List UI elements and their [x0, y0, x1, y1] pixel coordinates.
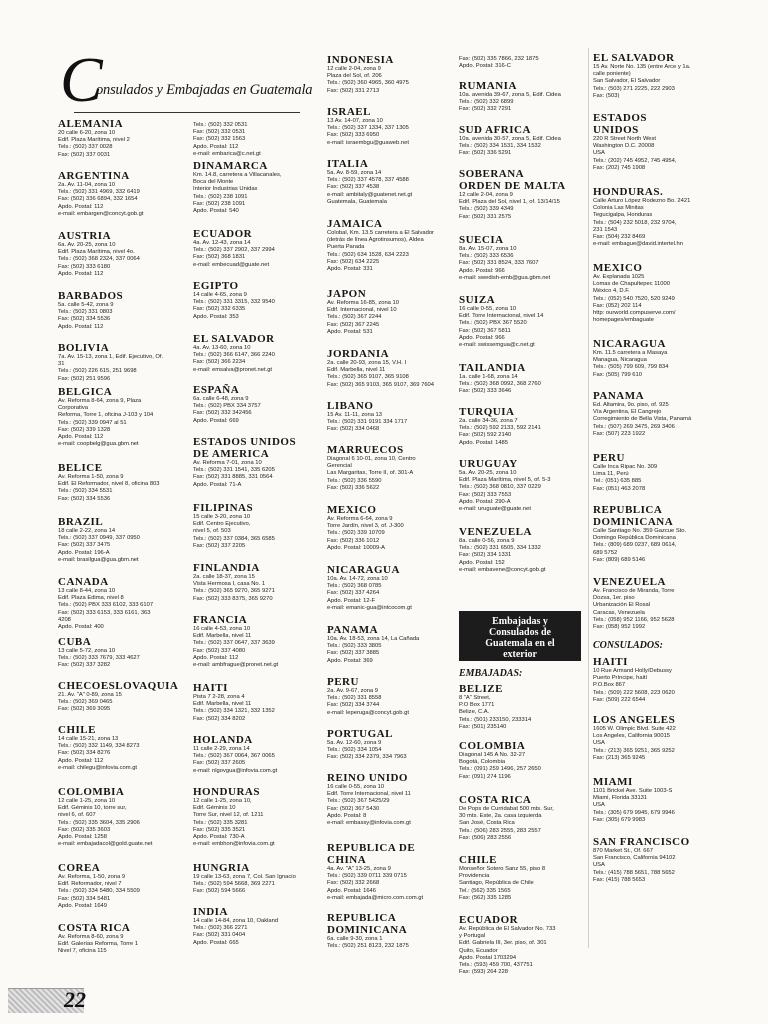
entry-address-details: 220 R Street North West Washington D.C. 20008 USA Tels.: (202) 745 4952, 745 4954, Fax: (202) 745 1908	[593, 136, 677, 171]
directory-entry	[193, 502, 313, 550]
entry-country-name: FILIPINAS	[193, 502, 254, 514]
directory-entry	[327, 54, 453, 95]
entry-address-details: 1a. calle 1-68, zona 14 Tels.: (502) 368 0992, 368 2760 Fax: (502) 333 3646	[459, 374, 541, 395]
directory-entry	[327, 288, 453, 336]
directory-entry	[58, 170, 164, 218]
entry-country-name: ESPAÑA	[193, 384, 240, 396]
directory-entry	[193, 906, 313, 947]
entry-country-name: TURQUIA	[459, 406, 515, 418]
entry-address-details: 10a. avenida 39-67, zona 5, Edif. Cidea Tels.: (502) 332 6899 Fax: (502) 332 7291	[459, 92, 561, 113]
directory-entry	[327, 772, 453, 827]
directory-entry	[58, 118, 164, 159]
entry-country-name: JAMAICA	[327, 218, 383, 230]
directory-entry	[58, 342, 164, 383]
entry-country-name: ARGENTINA	[58, 170, 130, 182]
directory-entry	[193, 122, 313, 158]
directory-entry	[593, 338, 753, 379]
entry-address-details: Av. Reforma 6-64, zona 9 Torre Jardín, nivel 3, of. J-300 Tels.: (502) 339 10709 Fax: (502) 336 1012 Apdo. Postal: 10009-A	[327, 516, 404, 551]
entry-address-details: Km. 14.8, carretera a Villacanales, Boca del Monte Interior Industrias Unidas Tels.: (502) 238 1091 Fax: (502) 238 1091 Apdo. Postal: 540	[193, 172, 282, 215]
directory-entry	[58, 922, 164, 956]
entry-country-name: REPUBLICA DE CHINA	[327, 842, 416, 866]
entry-country-name: JORDANIA	[327, 348, 390, 360]
entry-country-name: COLOMBIA	[58, 786, 125, 798]
entry-address-details: Tels.: (502) 332 0531 Fax: (502) 332 0531 Fax: (502) 332 1563 Apdo. Postal: 112 e-mail: embarica@c.net.gt	[193, 122, 261, 157]
directory-entry	[327, 564, 453, 612]
entry-country-name: SAN FRANCISCO	[593, 836, 690, 848]
entry-country-name: LIBANO	[327, 400, 374, 412]
entry-country-name: CANADA	[58, 576, 109, 588]
directory-entry	[327, 218, 453, 273]
directory-entry	[58, 230, 164, 278]
entry-country-name: INDIA	[193, 906, 228, 918]
directory-entry	[459, 794, 587, 842]
directory-entry	[193, 436, 313, 489]
directory-entry	[193, 562, 313, 603]
subhead-consulados	[593, 640, 753, 652]
entry-address-details: Av. Reforma 8-60, zona 9 Edif. Galerías Reforma, Torre 1 Nivel 7, oficina 115	[58, 934, 139, 955]
directory-entry	[593, 504, 753, 564]
entry-country-name: ECUADOR	[193, 228, 253, 240]
subhead-embajadas	[459, 668, 581, 680]
page-number: 22	[64, 987, 86, 1012]
entry-country-name: EL SALVADOR	[593, 52, 675, 64]
entry-country-name: HAITI	[193, 682, 228, 694]
entry-address-details: 5a. Av. 8-59, zona 14 Tels.: (502) 337 4578, 337 4588 Fax: (502) 337 4538 e-mail: ambitaly@guatenet.net.gt Guatemala, Guatemala	[327, 170, 413, 205]
entry-address-details: 16 calle 0-55, zona 10 Edif. Torre Internacional, nivel 11 Tels.: (502) 367 5425/29 Fax: (502) 367 5430 Apdo. Postal: 8 e-mail: embassy@infovia.com.gt	[327, 784, 411, 827]
entry-country-name: ALEMANIA	[58, 118, 124, 130]
section-box-embassies-abroad: Embajadas y Consulados de Guatemala en el exterior	[459, 611, 581, 661]
entry-address-details: 12 calle 1-25, zona 10 Edif. Géminis 10, torre sur, nivel 6, of. 607 Tels.: (502) 335 3604, 335 2906 Fax: (502) 335 3603 Apdo. Postal: 1258 e-mail: embajadacol@gold.guate.net	[58, 798, 153, 848]
entry-address-details: 15 calle 3-20, zona 10 Edif. Centro Ejecutivo, nivel 5, of. 503 Tels.: (502) 337 0384, 365 6585 Fax: (502) 337 2205	[193, 514, 275, 549]
entry-country-name: MEXICO	[593, 262, 643, 274]
directory-entry	[58, 576, 164, 631]
directory-entry	[327, 912, 453, 950]
entry-address-details: 12 calle 1-25, zona 10, Edif. Géminis 10 Torre Sur, nivel 12, of. 1211 Tels.: (502) 335 3281 Fax: (502) 335 3521 Apdo. Postal: 730-A e-mail: embhon@infovia.com.gt	[193, 798, 275, 848]
directory-entry	[459, 458, 587, 513]
entry-address-details: 15 Av. Norte No. 135 (entre Arce y 1a. calle poniente) San Salvador, El Salvador Tels.: (503) 271 2225, 222 2903 Fax: (503)	[593, 64, 691, 99]
directory-entry	[58, 724, 164, 772]
entry-country-name: INDONESIA	[327, 54, 394, 66]
entry-address-details: 13 Av. 14-07, zona 10 Tels.: (502) 337 1334, 337 1305 Fax: (502) 333 6950 e-mail: israembgu@guaweb.net	[327, 118, 409, 146]
entry-address-details: 14 calle 4-65, zona 9 Tels.: (502) 331 3315, 332 9540 Fax: (502) 332 6335 Apdo. Postal: 353	[193, 292, 275, 320]
entry-address-details: Pista 7 2-28, zona 4 Edif. Marbella, nivel 11 Tels.: (502) 334 1321, 332 1352 Fax: (502) 334 8202	[193, 694, 275, 722]
entry-address-details: Av. Reforma 7-01, zona 10 Tels.: (502) 331 1541, 335 6205 Fax: (502) 331 8885, 331 0564 Apdo. Postal: 71-A	[193, 460, 275, 488]
entry-address-details: Av. Explanada 1025 Lomas de Chapultepec 11000 México 4, D.F. Tels.: (052) 540 7520, 520 9249 Fax: (052) 202 114 http: ourworld.compuserve.com/ homepages/embaguate	[593, 274, 676, 324]
entry-address-details: 2a. calle 34-36, zona 7 Tels.: (502) 592 2133, 592 2141 Fax: (502) 592 2140 Apdo. Postal: 1485	[459, 418, 541, 446]
directory-entry	[327, 106, 453, 147]
entry-country-name: FINLANDIA	[193, 562, 260, 574]
entry-country-name: NICARAGUA	[327, 564, 400, 576]
entry-country-name: JAPON	[327, 288, 367, 300]
entry-address-details: 10 Rue Armand Holly/Debussy Puerto Príncipe, haití P.O.Box 867 Tels.: (509) 222 5608, 223 0620 Fax: (509) 222 6544	[593, 668, 675, 703]
entry-address-details: Calle Arturo López Rodezno Bo. 2421 Colonia Las Minitas Tegucigalpa, Honduras Tels.: (504) 232 5018, 232 9704, 231 1543 Fax: (504) 232 8469 e-mail: embague@david.intertel.hn	[593, 198, 691, 248]
directory-entry	[58, 462, 164, 503]
directory-entry	[327, 728, 453, 762]
entry-address-details: 870 Market St., Of. 667 San Francisco, California 94102 USA Tels.: (415) 788 5651, 788 5652 Fax: (415) 788 5653	[593, 848, 676, 883]
entry-country-name: SOBERANA ORDEN DE MALTA	[459, 168, 566, 192]
entry-address-details: 11 calle 2-29, zona 14 Tels.: (502) 367 0064, 367 0065 Fax: (502) 337 2605 e-mail: nlgovgua@infovia.com.gt	[193, 746, 278, 774]
page-number-band	[8, 988, 84, 1013]
entry-country-name: BOLIVIA	[58, 342, 110, 354]
entry-address-details: 10a. Av. 18-53, zona 14, La Cañada Tels.: (502) 333 3805 Fax: (502) 337 3885 Apdo. Postal: 369	[327, 636, 420, 664]
entry-country-name: SUD AFRICA	[459, 124, 531, 136]
directory-entry	[593, 576, 753, 631]
directory-entry	[593, 836, 753, 884]
directory-entry	[593, 776, 753, 824]
directory-entry	[459, 406, 587, 447]
entry-address-details: Av. Reforma 8-64, zona 9, Plaza Corporativa Reforma, Torre 1, oficina J-103 y 104 Tels.: (502) 339 0947 al 51 Fax: (502) 339 1328 Apdo. Postal: 112 e-mail: coopbelg@gua.gbm.net	[58, 398, 154, 448]
directory-entry	[459, 294, 587, 349]
entry-address-details: 1101 Brickel Ave. Suite 1003-S Miami, Florida 33131 USA Tels.: (305) 679 9945, 679 9946 Fax: (305) 679 9983	[593, 788, 675, 823]
entry-country-name: VENEZUELA	[459, 526, 532, 538]
directory-entry	[593, 262, 753, 324]
page-header	[58, 44, 313, 115]
entry-country-name: HAITI	[593, 656, 628, 668]
entry-country-name: AUSTRIA	[58, 230, 112, 242]
entry-country-name: BELGICA	[58, 386, 113, 398]
entry-country-name: PANAMA	[593, 390, 645, 402]
directory-entry	[459, 168, 587, 221]
directory-entry	[58, 516, 164, 564]
entry-address-details: 4a. Av. 12-43, zona 14 Tels.: (502) 337 2902, 337 2994 Fax: (502) 368 1831 e-mail: embecuad@guate.net	[193, 240, 275, 268]
entry-address-details: 6a. calle 9-30, zona 1 Tels.: (502) 251 8123, 232 1875	[327, 936, 409, 950]
entry-address-details: 2a. Av. 9-67, zona 9 Tels.: (502) 331 8558 Fax: (502) 334 3744 e-mail: leperuga@concyt.gob.gt	[327, 688, 409, 716]
entry-address-details: 5a. Av. 20-25, zona 10 Edif. Plaza Marítima, nivel 5, of. 5-3 Tels.: (502) 368 0810, 337 0229 Fax: (502) 333 7553 Apdo. Postal: 290-A e-mail: uruguate@guate.net	[459, 470, 551, 513]
entry-country-name: NICARAGUA	[593, 338, 666, 350]
entry-address-details: 15 Av. 11-11, zona 13 Tels.: (502) 331 9191 334 1717 Fax: (502) 334 0468	[327, 412, 408, 433]
entry-country-name: EGIPTO	[193, 280, 239, 292]
entry-country-name: SUECIA	[459, 234, 504, 246]
directory-entry	[459, 234, 587, 282]
entry-address-details: Calle Inca Ripac No. 309 Lima 11, Perú Tel.: (051) 635 885 Fax: (051) 463 2078	[593, 464, 658, 492]
directory-entry	[459, 124, 587, 158]
directory-entry	[58, 680, 179, 714]
directory-entry	[593, 390, 753, 438]
entry-country-name: HUNGRIA	[193, 862, 250, 874]
entry-address-details: 5a. Av. 12-60, zona 9 Tels.: (502) 334 1054 Fax: (502) 334 2379, 334 7963	[327, 740, 407, 761]
entry-country-name: COREA	[58, 862, 101, 874]
entry-address-details: 4a. Av. 13-60, zona 10 Tels.: (502) 366 6147, 366 2240 Fax: (502) 366 2234 e-mail: emsalva@pronet.net.gt	[193, 345, 275, 373]
entry-address-details: 21. Av. "A" 0-89, zona 15 Tels.: (502) 369 0465 Fax: (502) 369 3095	[58, 692, 122, 713]
header-initial-letter: C	[60, 44, 103, 115]
entry-country-name: ECUADOR	[459, 914, 519, 926]
directory-entry	[593, 714, 753, 762]
page-title: onsulados y Embajadas en Guatemala	[96, 82, 313, 98]
entry-country-name: CHILE	[459, 854, 497, 866]
directory-entry	[327, 348, 453, 389]
entry-country-name: COLOMBIA	[459, 740, 526, 752]
entry-country-name: MEXICO	[327, 504, 377, 516]
directory-entry	[58, 636, 164, 670]
entry-address-details: Av. Reforma 16-85, zona 10 Edif. Internacional, nivel 10 Tels.: (502) 367 2244 Fax: (502) 367 2245 Apdo. Postal: 531	[327, 300, 399, 335]
entry-country-name: ESTADOS UNIDOS	[593, 112, 648, 136]
directory-entry	[327, 158, 453, 206]
entry-address-details: De Pops de Curridabat 500 mts. Sur, 30 mts. Este, 2a. casa izquierda San José, Costa Rica Tels.: (506) 283 2555, 283 2557 Fax: (506) 283 2556	[459, 806, 554, 841]
entry-address-details: Av. República de El Salvador No. 733 y Portugal Edif. Gabriela III, 3er. piso, of. 301 Quito, Ecuador Apdo. Postal 1703294 Tels.: (593) 459 700, 437751 Fax: (593) 264 228	[459, 926, 556, 976]
entry-address-details: Calle Santiago No. 359 Gazcue Sto. Domingo República Dominicana Tels.: (809) 689 0237, 689 0614, 689 5752 Fax: (809) 689 5146	[593, 528, 687, 563]
entry-country-name: URUGUAY	[459, 458, 518, 470]
directory-entry	[193, 280, 313, 321]
entry-country-name: LOS ANGELES	[593, 714, 676, 726]
entry-country-name: BARBADOS	[58, 290, 124, 302]
entry-address-details: 18 calle 2-22, zona 14 Tels.: (502) 337 0949, 337 0950 Fax: (502) 337 3475 Apdo. Postal: 196-A e-mail: brasilgua@gua.gbm.net	[58, 528, 140, 563]
entry-address-details: Monseñor Sotero Sanz 55, piso 8 Providencia Santiago, República de Chile Tel.: (562) 335 1565 Fax: (562) 335 1285	[459, 866, 546, 901]
entry-address-details: Colobal, Km. 13.5 carretera a El Salvador (detrás de línea Agrotinsumos), Aldea Puerta Parada Tels.: (502) 634 1528, 634 2223 Fax: (502) 634 2225 Apdo. Postal: 331	[327, 230, 434, 273]
entry-address-details: Av. Reforma 1-50, zona 9 Edif. El Reformador, nivel 8, oficina 803 Tels.: (502) 334 5531 Fax: (502) 334 5536	[58, 474, 160, 502]
entry-country-name: COSTA RICA	[459, 794, 532, 806]
entry-address-details: 8a. Av. 15-07, zona 10 Tels.: (502) 333 6536 Fax: (502) 331 8524, 333 7607 Apdo. Postal: 966 e-mail: swedish-emb@gua.gbm.net	[459, 246, 551, 281]
entry-country-name: MIAMI	[593, 776, 633, 788]
entry-address-details: 16 calle 0-55, zona 10 Edif. Torre Internacional, nivel 14 Tels.: (502) PBX 367 5520 Fax: (502) 367 5811 Apdo. Postal: 966 e-mail: swissemgua@c.net.gt	[459, 306, 544, 349]
directory-entry	[327, 504, 453, 552]
entry-address-details: 20 calle 6-20, zona 10 Edif. Plaza Marítima, nivel 2 Tels.: (502) 337 0028 Fax: (502) 337 0031	[58, 130, 130, 158]
entry-country-name: REPUBLICA DOMINICANA	[327, 912, 408, 936]
directory-entry	[193, 614, 313, 669]
entry-address-details: 6a. calle 6-48, zona 9 Tels.: (502) PBX 334 3757 Fax: (502) 332 342456 Apdo. Postal: 669	[193, 396, 261, 424]
entry-country-name: FRANCIA	[193, 614, 248, 626]
directory-entry	[593, 112, 753, 172]
entry-country-name: PERU	[327, 676, 359, 688]
directory-entry	[459, 683, 587, 731]
entry-country-name: BELICE	[58, 462, 103, 474]
directory-entry	[593, 186, 753, 248]
subhead-embajadas-label: EMBAJADAS:	[459, 668, 523, 679]
entry-country-name: EL SALVADOR	[193, 333, 275, 345]
entry-country-name: REINO UNIDO	[327, 772, 408, 784]
directory-entry	[459, 914, 587, 976]
entry-address-details: 5a. calle 5-42, zona 9 Tels.: (502) 331 0803 Fax: (502) 334 5536 Apdo. Postal: 112	[58, 302, 114, 330]
entry-address-details: 6a. Av. 20-25, zona 10 Edif. Plaza Marítima, nivel 4o. Tels.: (502) 368 2324, 337 0064 Fax: (502) 333 6180 Apdo. Postal: 112	[58, 242, 140, 277]
entry-address-details: 16 calle 4-53, zona 10 Edif. Marbella, nivel 11 Tels.: (502) 337 0647, 337 3639 Fax: (502) 337 4080 Apdo. Postal: 112 e-mail: ambfrague@pronet.net.gt	[193, 626, 279, 669]
entry-country-name: HONDURAS.	[593, 186, 664, 198]
directory-entry	[459, 80, 587, 114]
entry-address-details: 14 calle 15-21, zona 13 Tels.: (502) 332 1149, 334 8273 Fax: (502) 334 8276 Apdo. Postal: 112 e-mail: chilegu@infovia.com.gt	[58, 736, 140, 771]
directory-entry	[593, 52, 753, 100]
directory-entry	[193, 862, 313, 896]
entry-address-details: 7a. Av. 15-13, zona 1, Edif. Ejecutivo, Of. 31 Tels.: (502) 226 615, 251 9698 Fax: (502) 251 9596	[58, 354, 164, 382]
header-rule	[74, 112, 300, 113]
entry-country-name: COSTA RICA	[58, 922, 131, 934]
entry-address-details: 2a. calle 20-93, zona 15, V.H. I Edif. Marbella, nivel 11 Tels.: (502) 365 9107, 365 9108 Fax: (502) 365 9103, 365 9107, 369 7604	[327, 360, 435, 388]
directory-entry	[193, 786, 313, 848]
directory-entry	[193, 734, 313, 775]
entry-country-name: DINAMARCA	[193, 160, 268, 172]
entry-address-details: 13 calle 5-72, zona 10 Tels.: (502) 333 7679, 333 4627 Fax: (502) 337 3282	[58, 648, 140, 669]
directory-entry	[459, 854, 587, 902]
entry-address-details: 8 "A" Street, P.O Box 1771 Belize, C.A. Tels.: (501) 233150, 233314 Fax: (501) 235140	[459, 695, 532, 730]
entry-address-details: 14 calle 14-84, zona 10, Oakland Tels.: (502) 366 2271 Fax: (502) 331 0404 Apdo. Postal: 665	[193, 918, 279, 946]
directory-entry	[193, 333, 313, 374]
entry-address-details: 2a. Av. 11-04, zona 10 Tels.: (502) 331 4969, 332 6419 Fax: (502) 336 6894, 332 1654 Apdo. Postal: 112 e-mail: embargen@concyt.gob.gt	[58, 182, 144, 217]
entry-country-name: TAILANDIA	[459, 362, 526, 374]
entry-address-details: 19 calle 13-63, zona 7, Col. San Ignacio Tels.: (502) 594 5668, 369 2271 Fax: (502) 594 5666	[193, 874, 296, 895]
entry-address-details: Av. Francisco de Miranda, Torre Dozsa, 1er. piso Urbanización El Rosal Caracas, Venezuela Tels.: (058) 952 1166, 952 5628 Fax: (058) 952 1992	[593, 588, 675, 631]
entry-address-details: 10a. avenida 30-57, zona 5, Edif. Cidea Tels.: (502) 334 1531, 334 1532 Fax: (502) 336 5291	[459, 136, 561, 157]
directory-entry	[58, 290, 164, 331]
directory-entry	[193, 228, 313, 269]
entry-country-name: PERU	[593, 452, 625, 464]
directory-entry	[193, 384, 313, 425]
column-divider	[588, 48, 589, 948]
entry-address-details: 12 calle 2-04, zona 9 Plaza del Sol, of. 206 Tels.: (502) 360 4965, 360 4975 Fax: (502) 331 2713	[327, 66, 409, 94]
entry-country-name: BRAZIL	[58, 516, 104, 528]
directory-entry	[193, 682, 313, 723]
subhead-consulados-label: CONSULADOS:	[593, 640, 664, 651]
entry-country-name: HOLANDA	[193, 734, 253, 746]
directory-entry	[193, 160, 313, 215]
directory-entry	[327, 676, 453, 717]
directory-entry	[593, 656, 753, 704]
entry-address-details: Km. 11.5 carretera a Masaya Managua, Nicaragua Tels.: (505) 799 609, 799 834 Fax: (505) 799 610	[593, 350, 669, 378]
entry-address-details: Av. Reforma, 1-50, zona 9 Edif. Reformador, nivel 7 Tels.: (502) 334 5480, 334 5509 Fax: (502) 334 5481 Apdo. Postal: 1649	[58, 874, 140, 909]
entry-country-name: MARRUECOS	[327, 444, 404, 456]
entry-address-details: 10a. Av. 14-72, zona 10 Tels.: (502) 368 0785 Fax: (502) 337 4264 Apdo. Postal: 12-F e-mail: emanic-gua@intcocom.gt	[327, 576, 412, 611]
entry-country-name: PORTUGAL	[327, 728, 393, 740]
entry-country-name: REPUBLICA DOMINICANA	[593, 504, 674, 528]
entry-country-name: ESTADOS UNIDOS DE AMERICA	[193, 436, 297, 460]
entry-country-name: HONDURAS	[193, 786, 260, 798]
directory-entry	[327, 400, 453, 434]
entry-address-details: Fax: (502) 335 7866, 232 1875 Apdo. Postal: 316-C	[459, 56, 539, 70]
directory-entry	[327, 842, 453, 902]
directory-entry	[58, 386, 164, 448]
entry-country-name: VENEZUELA	[593, 576, 666, 588]
entry-country-name: ITALIA	[327, 158, 369, 170]
entry-country-name: RUMANIA	[459, 80, 517, 92]
directory-entry	[593, 452, 753, 493]
entry-address-details: 12 calle 2-04, zona 9 Edif. Plaza del Sol, nivel 1, of. 13/14/15 Tels.: (502) 339 4349 Fax: (502) 331 2575	[459, 192, 560, 220]
directory-entry	[327, 624, 453, 665]
entry-country-name: CHECOESLOVAQUIA	[58, 680, 179, 692]
directory-entry	[459, 56, 587, 70]
entry-country-name: CUBA	[58, 636, 92, 648]
directory-entry	[58, 786, 164, 848]
directory-entry	[58, 862, 164, 910]
entry-address-details: Ed. Altamira, 9o. piso, of. 925 Vía Argentina, El Cangrejo Corregimiento de Bella Vista, Panamá Tels.: (507) 269 3475, 269 3406 Fax: (507) 223 1922	[593, 402, 692, 437]
entry-address-details: Diagonal 6 10-01, zona 10, Centro Gerencial Las Margaritas, Torre II, of. 301-A Tels.: (502) 336 5590 Fax: (502) 336 5622	[327, 456, 416, 491]
entry-country-name: SUIZA	[459, 294, 496, 306]
entry-address-details: 2a. calle 18-37, zona 15 Vista Hermosa I, casa No. 1 Tels.: (502) 365 9270, 365 9271 Fax: (502) 333 8375, 365 9270	[193, 574, 275, 602]
entry-country-name: PANAMA	[327, 624, 379, 636]
directory-entry	[459, 362, 587, 396]
entry-address-details: 4a. Av. "A" 13-25, zona 9 Tels.: (502) 339 0711 339 0715 Fax: (502) 332 2668 Apdo. Postal: 1646 e-mail: embajada@micro.com.com.gt	[327, 866, 424, 901]
directory-entry	[327, 444, 453, 492]
entry-country-name: BELIZE	[459, 683, 503, 695]
directory-entry	[459, 526, 587, 574]
entry-address-details: 8a. calle 0-56, zona 9 Tels.: (502) 331 6505, 334 1332 Fax: (502) 334 1331 Apdo. Postal: 152 e-mail: embavene@concyt.gob.gt	[459, 538, 546, 573]
directory-entry	[459, 740, 587, 781]
entry-address-details: 1605 W. Olimpic Blvd. Suite 422 Los Angeles, California 90015 USA Tels.: (213) 365 9251, 365 9252 Fax: (213) 365 9245	[593, 726, 676, 761]
entry-address-details: Diagonal 145 A No. 32-27 Bogotá, Colombia Tels.: (091) 259 1496, 257 2650 Fax: (091) 274 1196	[459, 752, 541, 780]
entry-address-details: 13 calle 8-44, zona 10 Edif. Plaza Edima, nivel 8 Tels.: (502) PBX 333 6102, 333 6107 Fax: (502) 333 6153, 333 6161, 363 4208 Apdo. Postal: 400	[58, 588, 154, 631]
entry-country-name: ISRAEL	[327, 106, 371, 118]
entry-country-name: CHILE	[58, 724, 96, 736]
